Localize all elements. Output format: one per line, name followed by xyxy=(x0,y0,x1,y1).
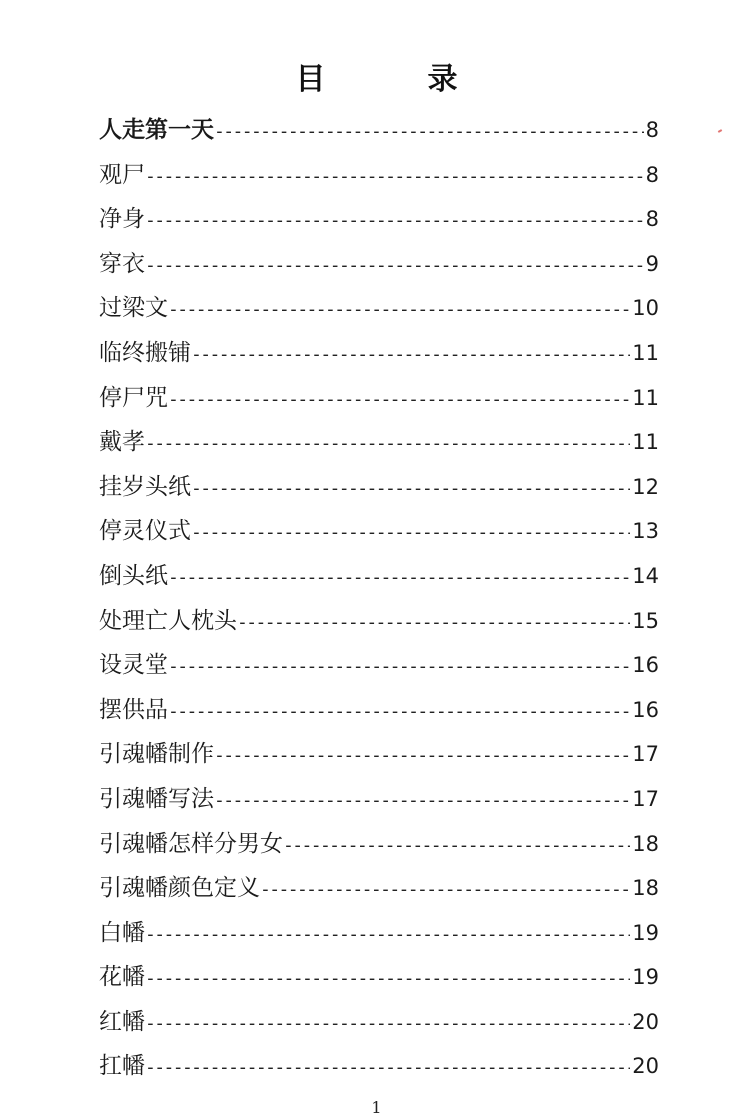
toc-entry xyxy=(99,197,659,242)
toc-dot-leader xyxy=(214,779,630,822)
ink-speck xyxy=(718,129,722,133)
toc-entry-label: 引魂幡写法 xyxy=(99,785,214,812)
page-number: 1 xyxy=(371,1098,382,1117)
toc-dot-leader xyxy=(168,645,630,688)
toc-entry xyxy=(99,331,659,376)
toc-dot-leader xyxy=(168,556,630,599)
toc-entry-label: 停尸咒 xyxy=(99,384,168,411)
toc-entry-label: 摆供品 xyxy=(99,696,168,723)
toc-entry-page: 15 xyxy=(632,608,659,633)
toc-dot-leader xyxy=(145,957,630,1000)
toc-entry-label: 倒头纸 xyxy=(99,562,168,589)
toc-entry-label: 扛幡 xyxy=(99,1053,145,1080)
toc-entry xyxy=(99,732,659,777)
toc-entry-page: 12 xyxy=(632,474,659,499)
toc-dot-leader xyxy=(191,511,630,554)
toc-dot-leader xyxy=(145,155,644,198)
toc-entry xyxy=(99,420,659,465)
toc-entry-page: 20 xyxy=(632,1009,659,1034)
toc-title: 目 录 xyxy=(295,62,494,97)
toc-entry-page: 8 xyxy=(645,162,659,187)
toc-entry xyxy=(99,1000,659,1045)
toc-entry-page: 13 xyxy=(632,519,659,544)
toc-entry-page: 11 xyxy=(632,340,659,365)
toc-entry-page: 8 xyxy=(645,207,659,232)
toc-entry xyxy=(99,509,659,554)
toc-entry xyxy=(99,688,659,733)
toc-entry-label: 白幡 xyxy=(99,919,145,946)
toc-entry xyxy=(99,777,659,822)
toc-entry-page: 16 xyxy=(632,653,659,678)
toc-dot-leader xyxy=(145,422,630,465)
toc-dot-leader xyxy=(168,288,630,331)
toc-entry-label: 临终搬铺 xyxy=(99,339,191,366)
toc-entry xyxy=(99,911,659,956)
toc-entry-page: 11 xyxy=(632,430,659,455)
toc-dot-leader xyxy=(191,333,630,376)
toc-entry-label: 停灵仪式 xyxy=(99,518,191,545)
toc-dot-leader xyxy=(145,244,644,287)
toc-entry xyxy=(99,465,659,510)
toc-entry-page: 19 xyxy=(632,920,659,945)
toc-entry xyxy=(99,242,659,287)
toc-entry xyxy=(99,955,659,1000)
toc-entry xyxy=(99,822,659,867)
toc-entry-label: 过梁文 xyxy=(99,295,168,322)
toc-dot-leader xyxy=(214,734,630,777)
toc-entry-page: 14 xyxy=(632,563,659,588)
toc-entry-page: 9 xyxy=(645,251,659,276)
toc-entry xyxy=(99,599,659,644)
toc-entry-label: 处理亡人枕头 xyxy=(99,607,237,634)
toc-entry-page: 18 xyxy=(632,831,659,856)
toc-dot-leader xyxy=(145,913,630,956)
toc-entry xyxy=(99,1044,659,1089)
toc-entry-label: 净身 xyxy=(99,206,145,233)
toc-entry-label: 观尸 xyxy=(99,161,145,188)
toc-dot-leader xyxy=(214,110,644,153)
toc-entry-label: 戴孝 xyxy=(99,429,145,456)
toc-entry-page: 16 xyxy=(632,697,659,722)
toc-entry xyxy=(99,643,659,688)
toc-dot-leader xyxy=(237,601,630,644)
toc-entry-label: 设灵堂 xyxy=(99,652,168,679)
toc-entry xyxy=(99,554,659,599)
toc-entry-label: 红幡 xyxy=(99,1008,145,1035)
toc-entry-page: 17 xyxy=(632,742,659,767)
toc-entry-page: 17 xyxy=(632,786,659,811)
toc-entry-page: 18 xyxy=(632,876,659,901)
toc-dot-leader xyxy=(145,199,644,242)
toc-dot-leader xyxy=(191,467,630,510)
toc-entry xyxy=(99,376,659,421)
toc-dot-leader xyxy=(145,1046,630,1089)
toc-entry-page: 8 xyxy=(645,118,659,142)
toc-entry xyxy=(99,153,659,198)
toc-entry-label: 引魂幡制作 xyxy=(99,741,214,768)
toc-entry-page: 20 xyxy=(632,1054,659,1079)
toc-entry-page: 11 xyxy=(632,385,659,410)
toc-entry xyxy=(99,866,659,911)
toc-entry-label: 人走第一天 xyxy=(99,117,214,143)
toc-entry-label: 穿衣 xyxy=(99,250,145,277)
toc-entry-page: 19 xyxy=(632,965,659,990)
toc-entry-label: 挂岁头纸 xyxy=(99,473,191,500)
table-of-contents xyxy=(99,108,659,1089)
toc-entry-label: 引魂幡颜色定义 xyxy=(99,875,260,902)
toc-dot-leader xyxy=(168,690,630,733)
toc-dot-leader xyxy=(168,378,630,421)
toc-entry-page: 10 xyxy=(632,296,659,321)
toc-dot-leader xyxy=(145,1002,630,1045)
toc-entry-label: 引魂幡怎样分男女 xyxy=(99,830,283,857)
toc-dot-leader xyxy=(260,868,630,911)
toc-dot-leader xyxy=(283,824,630,867)
toc-entry-label: 花幡 xyxy=(99,964,145,991)
toc-entry xyxy=(99,286,659,331)
toc-entry xyxy=(99,108,659,153)
